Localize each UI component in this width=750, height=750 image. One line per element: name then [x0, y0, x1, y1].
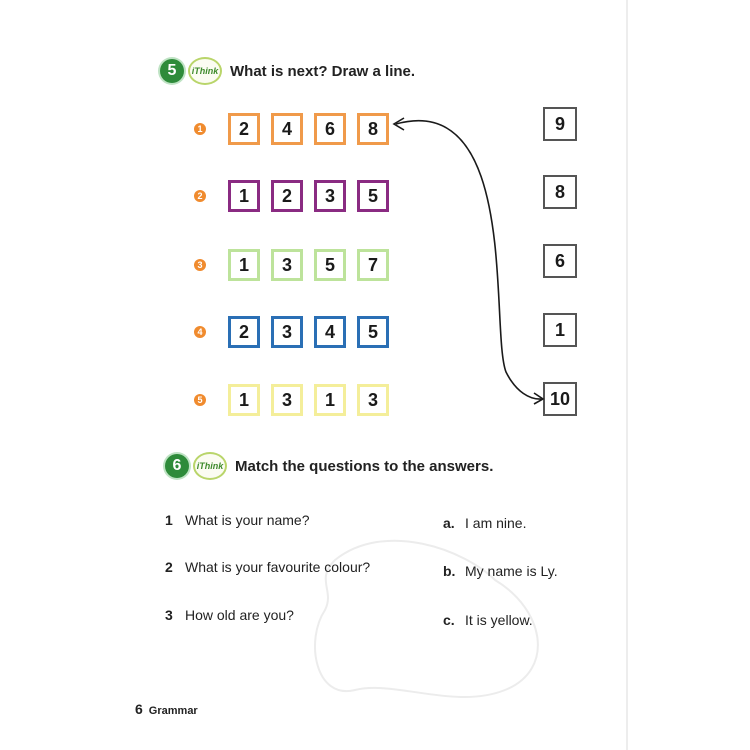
answer-letter: c.	[443, 612, 455, 628]
number-box: 1	[314, 384, 346, 416]
question-text: What is your name?	[185, 512, 310, 528]
ithink-badge-icon: iThink	[193, 452, 227, 480]
page-footer	[135, 701, 198, 717]
question-text: How old are you?	[185, 607, 294, 623]
connector-line	[396, 121, 542, 399]
page-number: 6	[135, 701, 143, 717]
question-number: 2	[165, 559, 173, 575]
ithink-badge-icon: iThink	[188, 57, 222, 85]
number-box: 7	[357, 249, 389, 281]
exercise-5-number: 5	[160, 59, 184, 83]
number-box: 5	[357, 316, 389, 348]
answer-text: It is yellow.	[465, 612, 533, 628]
exercise-6-title: Match the questions to the answers.	[235, 457, 494, 475]
number-box: 3	[271, 316, 303, 348]
answer-box[interactable]: 9	[543, 107, 577, 141]
number-box: 5	[357, 180, 389, 212]
number-box: 2	[271, 180, 303, 212]
number-box: 8	[357, 113, 389, 145]
question-2	[165, 559, 370, 575]
number-box: 4	[271, 113, 303, 145]
answer-box[interactable]: 6	[543, 244, 577, 278]
number-box: 3	[314, 180, 346, 212]
answer-a	[443, 515, 526, 531]
answer-text: I am nine.	[465, 515, 527, 531]
exercise-5-title: What is next? Draw a line.	[230, 62, 416, 80]
answer-box[interactable]: 8	[543, 175, 577, 209]
question-3	[165, 607, 294, 623]
answer-b	[443, 563, 558, 579]
number-box: 4	[314, 316, 346, 348]
answer-c	[443, 612, 533, 628]
number-box: 5	[314, 249, 346, 281]
question-text: What is your favourite colour?	[185, 559, 371, 575]
number-box: 1	[228, 384, 260, 416]
number-box: 3	[357, 384, 389, 416]
row-bullet: 3	[194, 259, 206, 271]
answer-letter: a.	[443, 515, 455, 531]
question-number: 3	[165, 607, 173, 623]
question-number: 1	[165, 512, 173, 528]
answer-text: My name is Ly.	[465, 563, 558, 579]
row-bullet: 2	[194, 190, 206, 202]
number-box: 1	[228, 180, 260, 212]
section-label: Grammar	[148, 705, 198, 717]
row-bullet: 4	[194, 326, 206, 338]
answer-box[interactable]: 10	[543, 382, 577, 416]
exercise-6-number: 6	[165, 454, 189, 478]
number-box: 2	[228, 316, 260, 348]
number-box: 2	[228, 113, 260, 145]
number-box: 3	[271, 384, 303, 416]
answer-letter: b.	[443, 563, 456, 579]
exercise-6-header	[165, 452, 493, 480]
row-bullet: 1	[194, 123, 206, 135]
question-1	[165, 512, 310, 528]
answer-box[interactable]: 1	[543, 313, 577, 347]
number-box: 1	[228, 249, 260, 281]
row-bullet: 5	[194, 394, 206, 406]
number-box: 3	[271, 249, 303, 281]
number-box: 6	[314, 113, 346, 145]
